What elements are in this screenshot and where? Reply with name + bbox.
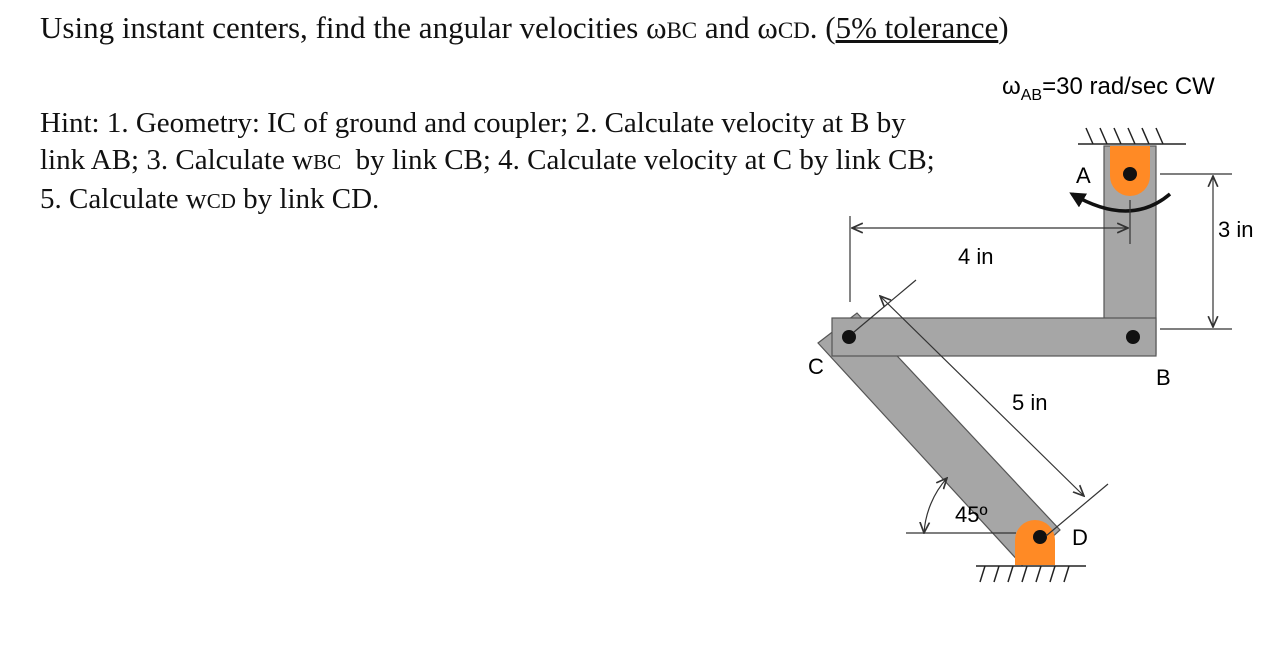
hint-line-3-a: 5. Calculate xyxy=(40,183,186,215)
pin-a xyxy=(1110,146,1150,196)
omega-symbol: ω xyxy=(646,10,667,45)
hint-line-2-a: link AB; 3. Calculate xyxy=(40,144,293,176)
pin-b xyxy=(1126,330,1140,344)
angle-label: 45º xyxy=(955,502,988,527)
omega-bc-subscript: BC xyxy=(666,18,698,43)
ground-support-bottom xyxy=(976,566,1086,582)
omega-symbol: ω xyxy=(757,10,778,45)
title-prefix: Using instant centers, find the angular velocities xyxy=(40,10,647,45)
dimension-vertical-label: 3 in xyxy=(1218,217,1254,242)
label-d: D xyxy=(1072,525,1088,550)
dimension-diagonal-label: 5 in xyxy=(1012,390,1048,415)
hint-w-cd: w xyxy=(185,183,207,215)
pin-d xyxy=(1015,520,1055,565)
title-period: . ( xyxy=(809,10,836,45)
label-a: A xyxy=(1076,163,1091,188)
omega-ab-subscript: AB xyxy=(1020,87,1043,104)
hint-w-bc: w xyxy=(292,144,314,176)
tolerance-text: 5% tolerance xyxy=(835,10,999,45)
ground-support-top xyxy=(1078,128,1186,144)
dimension-vertical xyxy=(1160,174,1232,329)
label-b: B xyxy=(1156,365,1171,390)
omega-ab-value: =30 rad/sec CW xyxy=(1042,73,1215,100)
omega-ab-label xyxy=(1002,73,1215,104)
hint-line-2-b: by link CB; 4. Calculate velocity at C by link CB; xyxy=(341,144,935,176)
label-c: C xyxy=(808,354,824,379)
hint-w-cd-sub: CD xyxy=(206,189,236,213)
title-close: ) xyxy=(998,10,1009,45)
omega-cd-subscript: CD xyxy=(777,18,810,43)
hint-w-bc-sub: BC xyxy=(313,150,342,174)
omega-ab-symbol: ω xyxy=(1002,73,1021,100)
title-and: and xyxy=(697,10,758,45)
pin-c xyxy=(842,330,856,344)
link-bc xyxy=(832,318,1156,356)
hint-line-1: Hint: 1. Geometry: IC of ground and coupler; 2. Calculate velocity at B by xyxy=(40,107,906,139)
dimension-horizontal-label: 4 in xyxy=(958,244,994,269)
hint-line-3-b: by link CD. xyxy=(235,183,380,215)
